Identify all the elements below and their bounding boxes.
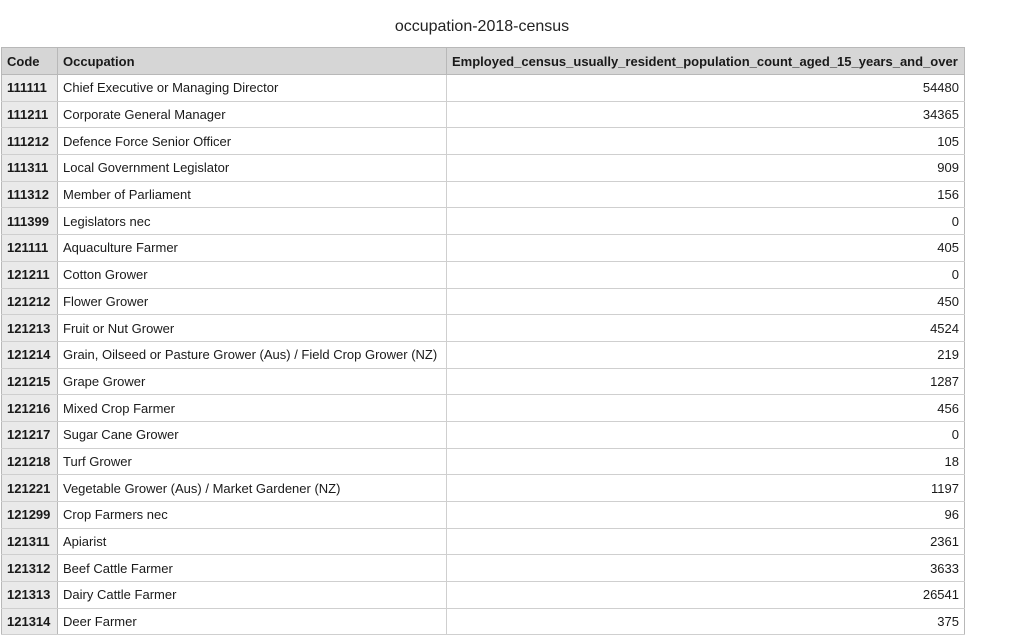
code-cell[interactable]: 121213: [2, 315, 58, 342]
occupation-cell[interactable]: Dairy Cattle Farmer: [58, 582, 447, 609]
table-row[interactable]: [2, 75, 965, 102]
occupation-cell[interactable]: Local Government Legislator: [58, 155, 447, 182]
table-row[interactable]: [2, 582, 965, 609]
count-cell[interactable]: 34365: [447, 101, 965, 128]
code-cell[interactable]: 111312: [2, 181, 58, 208]
table-row[interactable]: [2, 341, 965, 368]
count-cell[interactable]: 0: [447, 421, 965, 448]
count-cell[interactable]: 96: [447, 502, 965, 529]
count-cell[interactable]: 1197: [447, 475, 965, 502]
code-cell[interactable]: 121211: [2, 261, 58, 288]
count-cell[interactable]: 219: [447, 341, 965, 368]
table-row[interactable]: [2, 395, 965, 422]
occupation-cell[interactable]: Legislators nec: [58, 208, 447, 235]
occupation-cell[interactable]: Corporate General Manager: [58, 101, 447, 128]
occupation-cell[interactable]: Aquaculture Farmer: [58, 235, 447, 262]
occupation-cell[interactable]: Crop Farmers nec: [58, 502, 447, 529]
code-cell[interactable]: 121216: [2, 395, 58, 422]
code-cell[interactable]: 121313: [2, 582, 58, 609]
table-row[interactable]: [2, 128, 965, 155]
table-row[interactable]: [2, 155, 965, 182]
count-cell[interactable]: 3633: [447, 555, 965, 582]
code-cell[interactable]: 121212: [2, 288, 58, 315]
occupation-cell[interactable]: Grain, Oilseed or Pasture Grower (Aus) / Field Crop Grower (NZ): [58, 341, 447, 368]
table-row[interactable]: [2, 421, 965, 448]
count-cell[interactable]: 405: [447, 235, 965, 262]
count-cell[interactable]: 0: [447, 261, 965, 288]
code-cell[interactable]: 121111: [2, 235, 58, 262]
code-cell[interactable]: 121218: [2, 448, 58, 475]
occupation-cell[interactable]: Vegetable Grower (Aus) / Market Gardener (NZ): [58, 475, 447, 502]
table-row[interactable]: [2, 208, 965, 235]
code-cell[interactable]: 121214: [2, 341, 58, 368]
occupation-cell[interactable]: Beef Cattle Farmer: [58, 555, 447, 582]
count-cell[interactable]: 54480: [447, 75, 965, 102]
count-cell[interactable]: 456: [447, 395, 965, 422]
code-cell[interactable]: 121314: [2, 608, 58, 635]
table-row[interactable]: [2, 261, 965, 288]
count-cell[interactable]: 105: [447, 128, 965, 155]
count-cell[interactable]: 1287: [447, 368, 965, 395]
count-cell[interactable]: 0: [447, 208, 965, 235]
count-cell[interactable]: 375: [447, 608, 965, 635]
occupation-cell[interactable]: Sugar Cane Grower: [58, 421, 447, 448]
table-row[interactable]: [2, 101, 965, 128]
count-cell[interactable]: 4524: [447, 315, 965, 342]
table-row[interactable]: [2, 502, 965, 529]
table-row[interactable]: [2, 528, 965, 555]
occupation-cell[interactable]: Apiarist: [58, 528, 447, 555]
count-cell[interactable]: 450: [447, 288, 965, 315]
occupation-cell[interactable]: Chief Executive or Managing Director: [58, 75, 447, 102]
header-row: [2, 48, 965, 75]
code-cell[interactable]: 111311: [2, 155, 58, 182]
code-cell[interactable]: 111399: [2, 208, 58, 235]
occupation-cell[interactable]: Grape Grower: [58, 368, 447, 395]
code-cell[interactable]: 121215: [2, 368, 58, 395]
code-cell[interactable]: 121312: [2, 555, 58, 582]
table-row[interactable]: [2, 608, 965, 635]
table-row[interactable]: [2, 288, 965, 315]
count-cell[interactable]: 26541: [447, 582, 965, 609]
count-cell[interactable]: 2361: [447, 528, 965, 555]
count-cell[interactable]: 18: [447, 448, 965, 475]
occupation-cell[interactable]: Fruit or Nut Grower: [58, 315, 447, 342]
table-row[interactable]: [2, 315, 965, 342]
occupation-cell[interactable]: Mixed Crop Farmer: [58, 395, 447, 422]
occupation-cell[interactable]: Member of Parliament: [58, 181, 447, 208]
code-cell[interactable]: 111111: [2, 75, 58, 102]
table-row[interactable]: [2, 181, 965, 208]
table-row[interactable]: [2, 475, 965, 502]
count-cell[interactable]: 909: [447, 155, 965, 182]
code-cell[interactable]: 121299: [2, 502, 58, 529]
table-row[interactable]: [2, 235, 965, 262]
column-header-occupation[interactable]: Occupation: [58, 48, 447, 75]
code-cell[interactable]: 111211: [2, 101, 58, 128]
occupation-cell[interactable]: Deer Farmer: [58, 608, 447, 635]
code-cell[interactable]: 121217: [2, 421, 58, 448]
code-cell[interactable]: 111212: [2, 128, 58, 155]
occupation-cell[interactable]: Cotton Grower: [58, 261, 447, 288]
column-header-employed-count[interactable]: Employed_census_usually_resident_population_count_aged_15_years_and_over: [447, 48, 965, 75]
occupation-cell[interactable]: Turf Grower: [58, 448, 447, 475]
table-row[interactable]: [2, 448, 965, 475]
column-header-code[interactable]: Code: [2, 48, 58, 75]
code-cell[interactable]: 121221: [2, 475, 58, 502]
table-row[interactable]: [2, 555, 965, 582]
sheet-title: occupation-2018-census: [394, 18, 570, 35]
occupation-cell[interactable]: Flower Grower: [58, 288, 447, 315]
count-cell[interactable]: 156: [447, 181, 965, 208]
table-row[interactable]: [2, 368, 965, 395]
code-cell[interactable]: 121311: [2, 528, 58, 555]
occupation-cell[interactable]: Defence Force Senior Officer: [58, 128, 447, 155]
data-table: [1, 47, 965, 635]
